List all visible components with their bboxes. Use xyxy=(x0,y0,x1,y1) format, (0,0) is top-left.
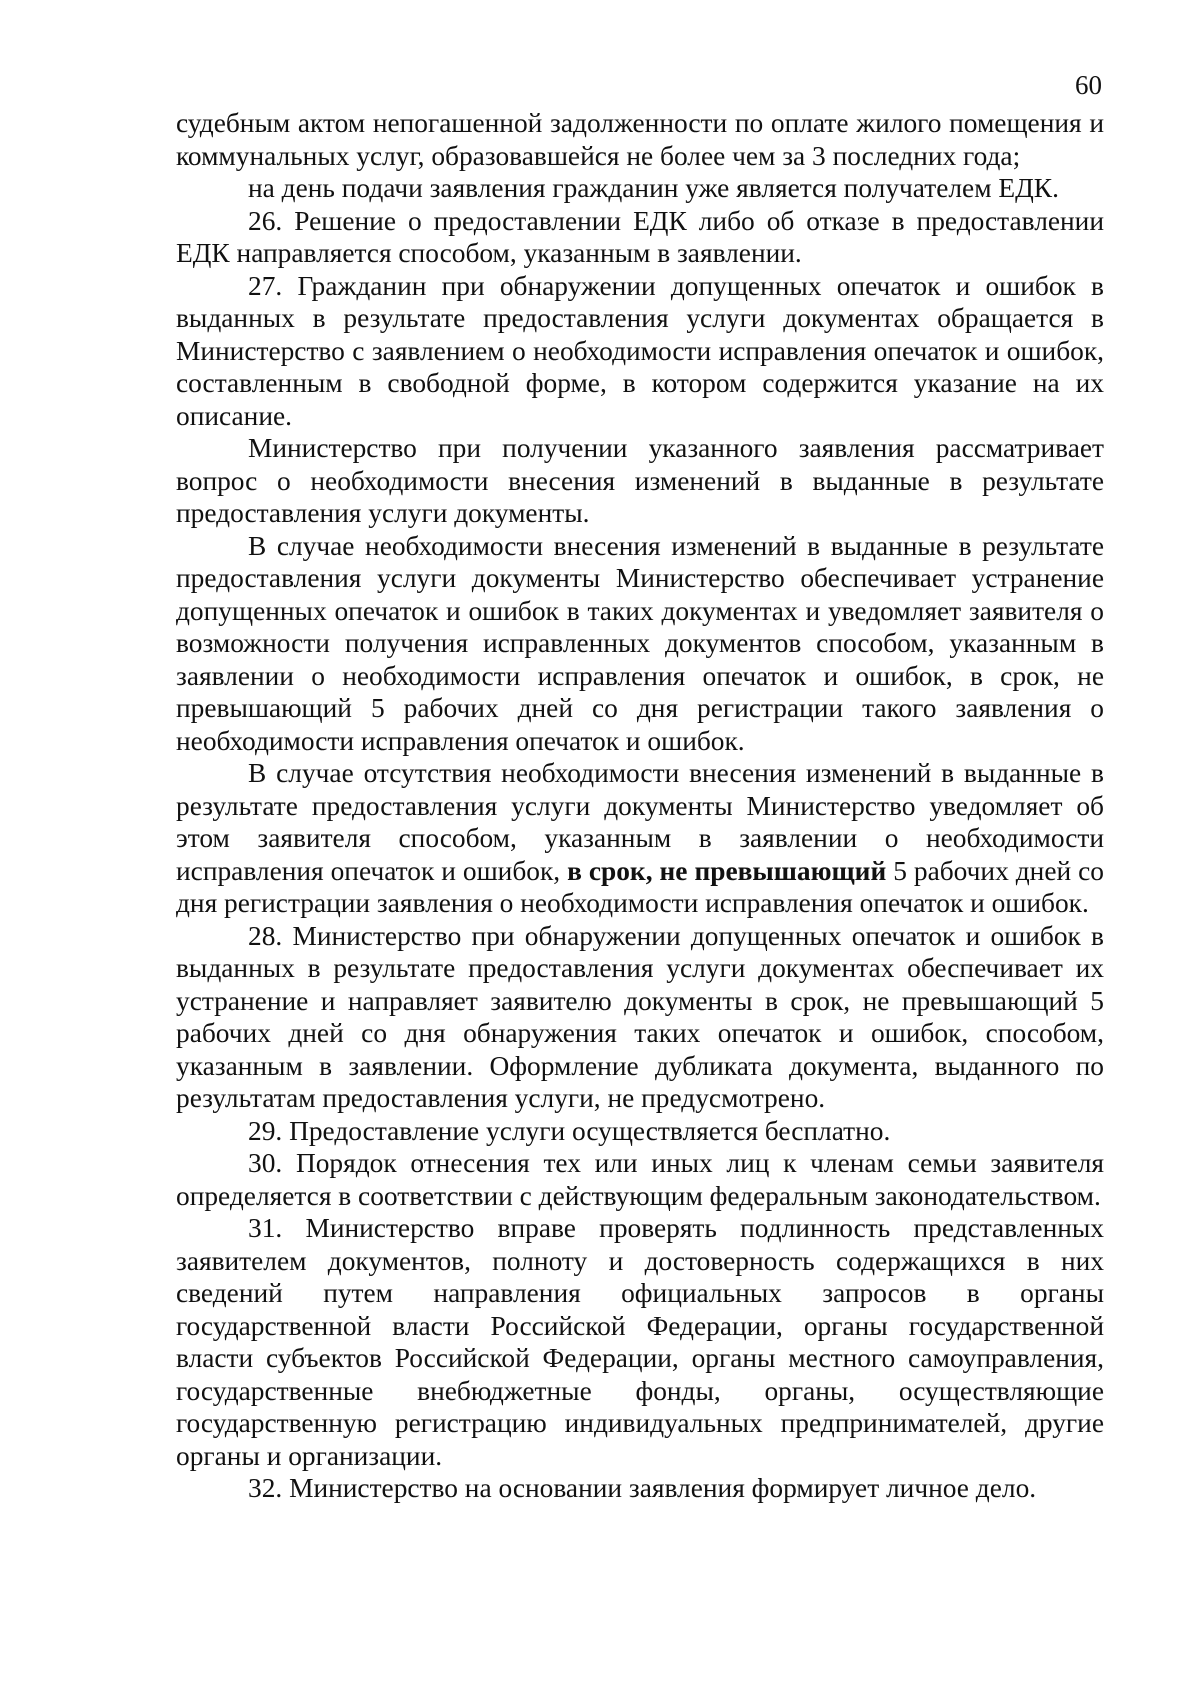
document-body xyxy=(176,107,1104,1505)
paragraph-31: 31. Министерство вправе проверять подлинность представленных заявителем документов, полноту и достоверность содержащихся в них сведений путем направления официальных запросов в органы государственной власти Российской Федерации, органы государственной власти субъектов Российской Федерации, органы местного самоуправления, государственные внебюджетные фонды, органы, осуществляющие государственную регистрацию индивидуальных предпринимателей, другие органы и организации. xyxy=(176,1213,1104,1471)
paragraph-continuation: судебным актом непогашенной задолженности по оплате жилого помещения и коммунальных услуг, образовавшейся не более чем за 3 последних года; xyxy=(176,108,1104,171)
paragraph-27: 27. Гражданин при обнаружении допущенных опечаток и ошибок в выданных в результате предоставления услуги документах обращается в Министерство с заявлением о необходимости исправления опечаток и ошибок, составленным в свободной форме, в котором содержится указание на их описание. xyxy=(176,270,1104,431)
paragraph-edk-recipient: на день подачи заявления гражданин уже является получателем ЕДК. xyxy=(248,173,1059,203)
paragraph-26: 26. Решение о предоставлении ЕДК либо об отказе в предоставлении ЕДК направляется способом, указанным в заявлении. xyxy=(176,205,1104,268)
paragraph-29: 29. Предоставление услуги осуществляется бесплатно. xyxy=(248,1115,891,1146)
paragraph-ministry-review: Министерство при получении указанного заявления рассматривает вопрос о необходимости внесения изменений в выданные в результате предоставления услуги документы. xyxy=(176,433,1104,528)
paragraph-text-after: 5 рабочих дней со дня регистрации заявления о необходимости исправления опечаток и ошибок. xyxy=(176,855,1104,918)
paragraph-changes-needed: В случае необходимости внесения изменений в выданные в результате предоставления услуги документы Министерство обеспечивает устранение допущенных опечаток и ошибок в таких документах и уведомляет заявителя о возможности получения исправленных документов способом, указанным в заявлении о необходимости исправления опечаток и ошибок, в срок, не превышающий 5 рабочих дней со дня регистрации такого заявления о необходимости исправления опечаток и ошибок. xyxy=(176,530,1104,756)
paragraph-text-bold: в срок, не превышающий xyxy=(560,855,887,886)
page-number: 60 xyxy=(1075,70,1102,100)
paragraph-no-changes-needed xyxy=(176,757,1104,920)
paragraph-32: 32. Министерство на основании заявления формирует личное дело. xyxy=(248,1473,1037,1503)
paragraph-28: 28. Министерство при обнаружении допущенных опечаток и ошибок в выданных в результате предоставления услуги документах обеспечивает их устранение и направляет заявителю документы в срок, не превышающий 5 рабочих дней со дня обнаружения таких опечаток и ошибок, способом, указанным в заявлении. Оформление дубликата документа, выданного по результатам предоставления услуги, не предусмотрено. xyxy=(176,920,1104,1113)
paragraph-text-before: В случае отсутствия необходимости внесения изменений в выданные в результате предоставления услуги документы Министерство уведомляет об этом заявителя способом, указанным в заявлении о необходимости исправления опечаток и ошибок, xyxy=(176,758,1104,886)
paragraph-30: 30. Порядок отнесения тех или иных лиц к членам семьи заявителя определяется в соответствии с действующим федеральным законодательством. xyxy=(176,1148,1104,1211)
